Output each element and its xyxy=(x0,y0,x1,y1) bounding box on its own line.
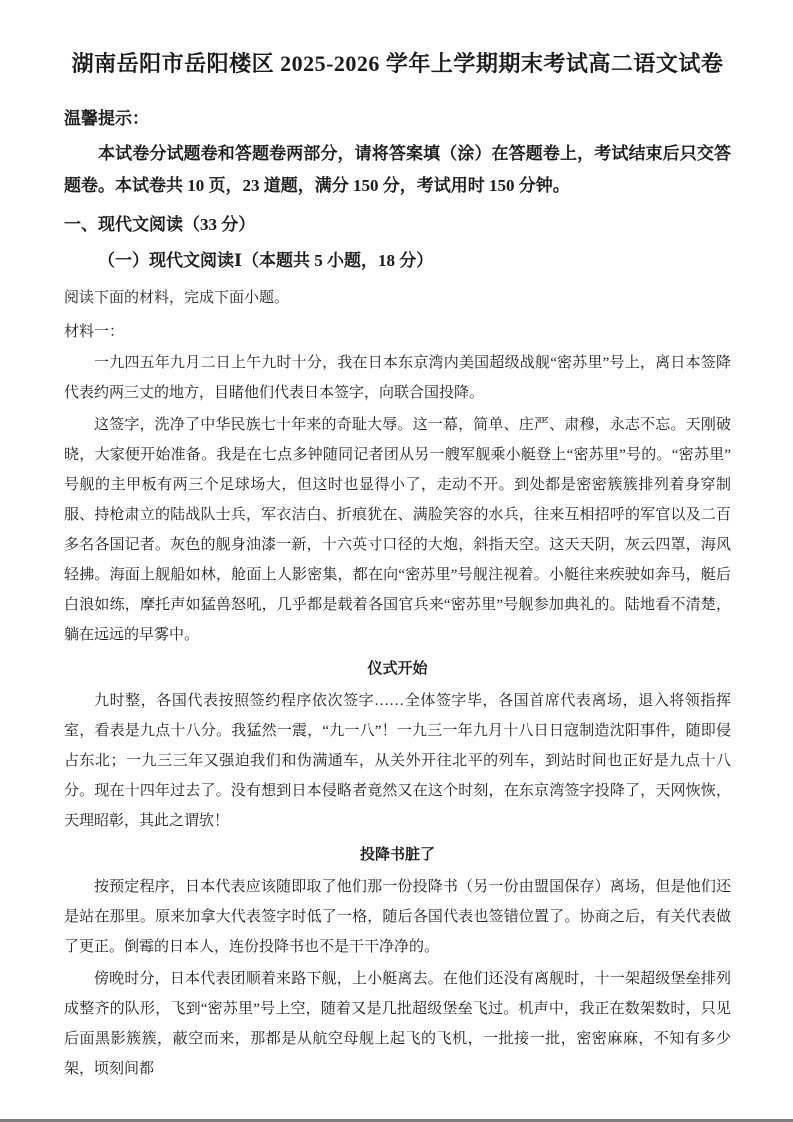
material-paragraph-4: 按预定程序，日本代表应该随即取了他们那一份投降书（另一份由盟国保存）离场，但是他们还是站在那里。原来加拿大代表签字时低了一格，随后各国代表也签错位置了。协商之后，有关代表做了更正。倒霉的日本人，连份投降书也不是干干净净的。 xyxy=(64,879,731,955)
notice-label: 温馨提示： xyxy=(64,109,149,128)
subsection-one-heading: （一）现代文阅读Ⅰ（本题共 5 小题，18 分） xyxy=(98,251,434,270)
material-paragraph-3: 九时整，各国代表按照签约程序依次签字……全体签字毕，各国首席代表离场，退入将领指挥室，看表是九点十八分。我猛然一震，“九一八”！一九三一年九月十八日日寇制造沈阳事件，随即侵占东北；一九三三年又强迫我们和伪满通车，从关外开往北平的列车，到站时间也正好是九点十八分。现在十四年过去了。没有想到日本侵略者竟然又在这个时刻，在东京湾签字投降了，天网恢恢，天理昭彰，其此之谓欤！ xyxy=(64,693,731,829)
page-title: 湖南岳阳市岳阳楼区 2025-2026 学年上学期期末考试高二语文试卷 xyxy=(71,51,724,76)
subheading-ceremony-begins: 仪式开始 xyxy=(367,661,428,677)
material-one-label: 材料一： xyxy=(64,324,125,340)
subheading-surrender-document: 投降书脏了 xyxy=(359,847,435,863)
notice-paragraph: 本试卷分试题卷和答题卷两部分，请将答案填（涂）在答题卷上，考试结束后只交答题卷。本试卷共 10 页，23 道题，满分 150 分，考试用时 150 分钟。 xyxy=(64,144,731,195)
material-paragraph-1: 一九四五年九月二日上午九时十分，我在日本东京湾内美国超级战舰“密苏里”号上，离日本签降代表约两三丈的地方，目睹他们代表日本签字，向联合国投降。 xyxy=(64,355,731,401)
material-paragraph-5: 傍晚时分，日本代表团顺着来路下舰，上小艇离去。在他们还没有离舰时，十一架超级堡垒排列成整齐的队形，飞到“密苏里”号上空，随着又是几批超级堡垒飞过。机声中，我正在数架数时，只见后面黑影簇簇，蔽空而来，那都是从航空母舰上起飞的飞机，一批接一批，密密麻麻，不知有多少架，顷刻间都 xyxy=(64,971,731,1077)
material-paragraph-2: 这签字，洗净了中华民族七十年来的奇耻大辱。这一幕，简单、庄严、肃穆，永志不忘。天刚破晓，大家便开始准备。我是在七点多钟随同记者团从另一艘军舰乘小艇登上“密苏里”号的。“密苏里”号舰的主甲板有两三个足球场大，但这时也显得小了，走动不开。到处都是密密簇簇排列着身穿制服、持枪肃立的陆战队士兵，军衣洁白、折痕犹在、满脸笑容的水兵，往来互相招呼的军官以及二百多名各国记者。灰色的舰身油漆一新，十六英寸口径的大炮，斜指天空。这天天阴，灰云四罩，海风轻拂。海面上舰船如林，舱面上人影密集，都在向“密苏里”号舰注视着。小艇往来疾驶如奔马，艇后白浪如练，摩托声如猛兽怒吼，几乎都是载着各国官兵来“密苏里”号舰参加典礼的。陆地看不清楚，躺在远远的早雾中。 xyxy=(64,417,731,643)
section-one-heading: 一、现代文阅读（33 分） xyxy=(64,215,256,234)
reading-instruction: 阅读下面的材料，完成下面小题。 xyxy=(64,290,290,306)
